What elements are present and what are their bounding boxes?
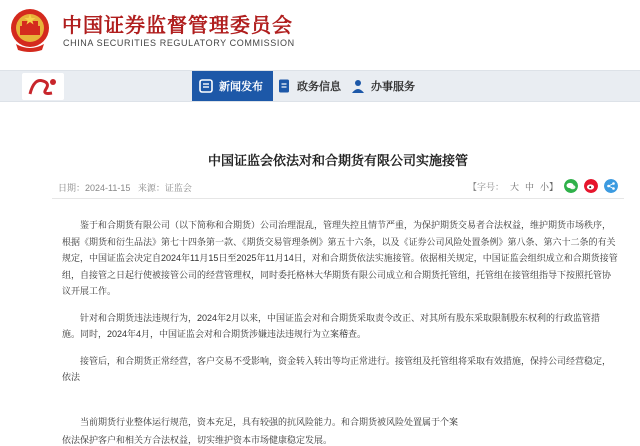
article-source: 来源：证监会 [137, 183, 192, 193]
news-icon [198, 78, 214, 94]
nav-item-news-label: 新闻发布 [219, 81, 263, 93]
article-date: 日期：2024-11-15 [58, 183, 131, 193]
font-size-label: 【字号： [467, 181, 504, 192]
font-size-small-button[interactable]: 小】 [539, 181, 558, 192]
nav-item-government-info-label: 政务信息 [297, 81, 341, 93]
nav-item-government-info[interactable] [276, 71, 341, 101]
weibo-share-icon[interactable] [584, 179, 598, 193]
people-icon [350, 78, 366, 94]
csrc-logo-icon[interactable] [22, 73, 64, 100]
article-date-source [58, 181, 192, 194]
font-size-large-button[interactable]: 大 [509, 181, 519, 192]
article-paragraph: 鉴于和合期货有限公司（以下简称和合期货）公司治理混乱，管理失控且情节严重，为保护期货交易者合法权益，维护期货市场秩序，根据《期货和衍生品法》第七十四条第一款、《期货交易管理条例》第五十六条，以及《证券公司风险处置条例》第八条、第六十二条的有关规定，中国证监会决定自2024年11月15日至2025年11月14日，对和合期货依法实施接管。依据相关规定，中国证监会组织成立和合期货接管组，自接管之日起行使被接管公司的经营管理权，同时委托格林大华期货有限公司成立和合期货托管组，托管组在接管组指导下按照托管协议开展工作。 [62, 220, 618, 296]
nav-item-services-label: 办事服务 [371, 81, 415, 93]
document-icon [276, 78, 292, 94]
article [52, 150, 624, 446]
main-nav [0, 70, 640, 102]
font-size-medium-button[interactable]: 中 [524, 181, 534, 192]
nav-item-services[interactable] [350, 71, 415, 101]
article-meta [52, 179, 624, 199]
article-paragraph: 当前期货行业整体运行规范，资本充足，具有较强的抗风险能力。和合期货被风险处置属于个案 [80, 416, 459, 427]
article-paragraph: 接管后，和合期货正常经营，客户交易不受影响，资金转入转出等均正常进行。接管组及托管组将采取有效措施，保持公司经营稳定，依法 [62, 355, 612, 382]
article-title: 中国证监会依法对和合期货有限公司实施接管 [207, 153, 468, 168]
article-body [52, 199, 624, 446]
share-more-icon[interactable] [604, 179, 618, 193]
wechat-share-icon[interactable] [564, 179, 578, 193]
article-paragraph: 针对和合期货违法违规行为，2024年2月以来，中国证监会对和合期货采取责令改正、对其所有股东采取限制股东权利的行政监管措施。同时，2024年4月，中国证监会对和合期货涉嫌违法违规行为立案稽查。 [62, 312, 601, 339]
nav-item-news[interactable] [192, 71, 273, 101]
article-tools [468, 179, 618, 193]
article-paragraph: 依法保护客户和相关方合法权益，切实维护资本市场健康稳定发展。 [62, 435, 333, 445]
site-subtitle: CHINA SECURITIES REGULATORY COMMISSION [63, 38, 295, 48]
national-emblem-icon [8, 6, 52, 54]
site-header [0, 0, 640, 62]
site-title: 中国证券监督管理委员会 [62, 13, 293, 37]
